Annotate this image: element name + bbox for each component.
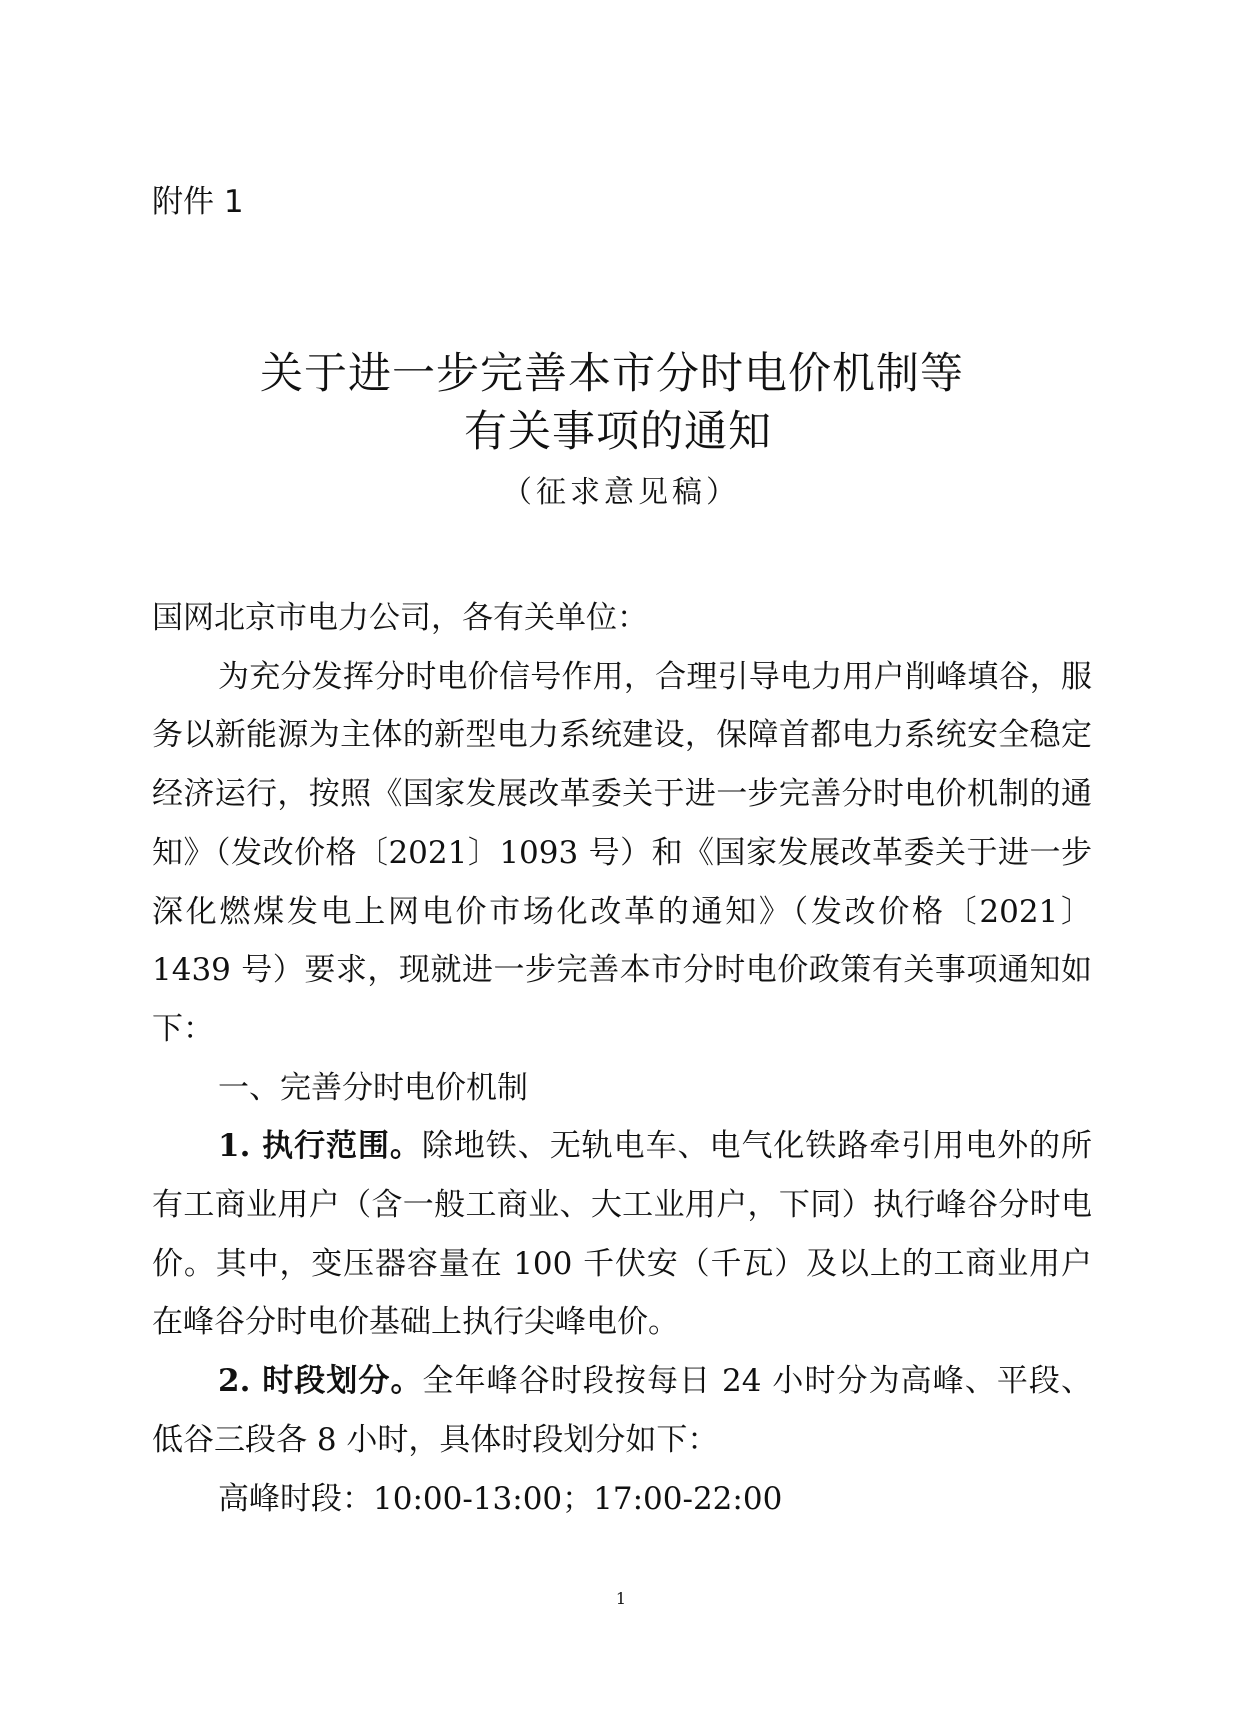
item-2-text: 全年峰谷时段按每日 24 小时分为高峰、平段、低谷三段各 8 小时，具体时段划分如下： bbox=[152, 1363, 1092, 1458]
item-2-paragraph bbox=[152, 1352, 1092, 1469]
salutation: 国网北京市电力公司，各有关单位： bbox=[152, 600, 648, 636]
page-number: 1 bbox=[615, 1589, 627, 1608]
document-body bbox=[152, 589, 1092, 1528]
item-1-text: 除地铁、无轨电车、电气化铁路牵引用电外的所有工商业用户（含一般工商业、大工业用户，下同）执行峰谷分时电价。其中，变压器容量在 100 千伏安（千瓦）及以上的工商业用户在峰谷分时电价基础上执行尖峰电价。 bbox=[152, 1128, 1092, 1341]
attachment-label: 附件 1 bbox=[152, 184, 244, 220]
document-title-line-1: 关于进一步完善本市分时电价机制等 bbox=[260, 349, 964, 399]
item-2-label: 2. 时段划分。 bbox=[218, 1363, 423, 1400]
item-1-label: 1. 执行范围。 bbox=[218, 1128, 422, 1165]
peak-period-line: 高峰时段：10:00-13:00；17:00-22:00 bbox=[218, 1480, 783, 1517]
section-1-heading: 一、完善分时电价机制 bbox=[218, 1069, 528, 1106]
document-title-line-2: 有关事项的通知 bbox=[464, 407, 772, 457]
draft-subtitle: （征求意见稿） bbox=[502, 475, 740, 510]
intro-paragraph: 为充分发挥分时电价信号作用，合理引导电力用户削峰填谷，服务以新能源为主体的新型电力系统建设，保障首都电力系统安全稳定经济运行，按照《国家发展改革委关于进一步完善分时电价机制的通知》（发改价格〔2021〕1093 号）和《国家发展改革委关于进一步深化燃煤发电上网电价市场化改革的通知》（发改价格〔2021〕1439 号）要求，现就进一步完善本市分时电价政策有关事项通知如下： bbox=[152, 658, 1092, 1047]
item-1-paragraph bbox=[152, 1117, 1092, 1352]
